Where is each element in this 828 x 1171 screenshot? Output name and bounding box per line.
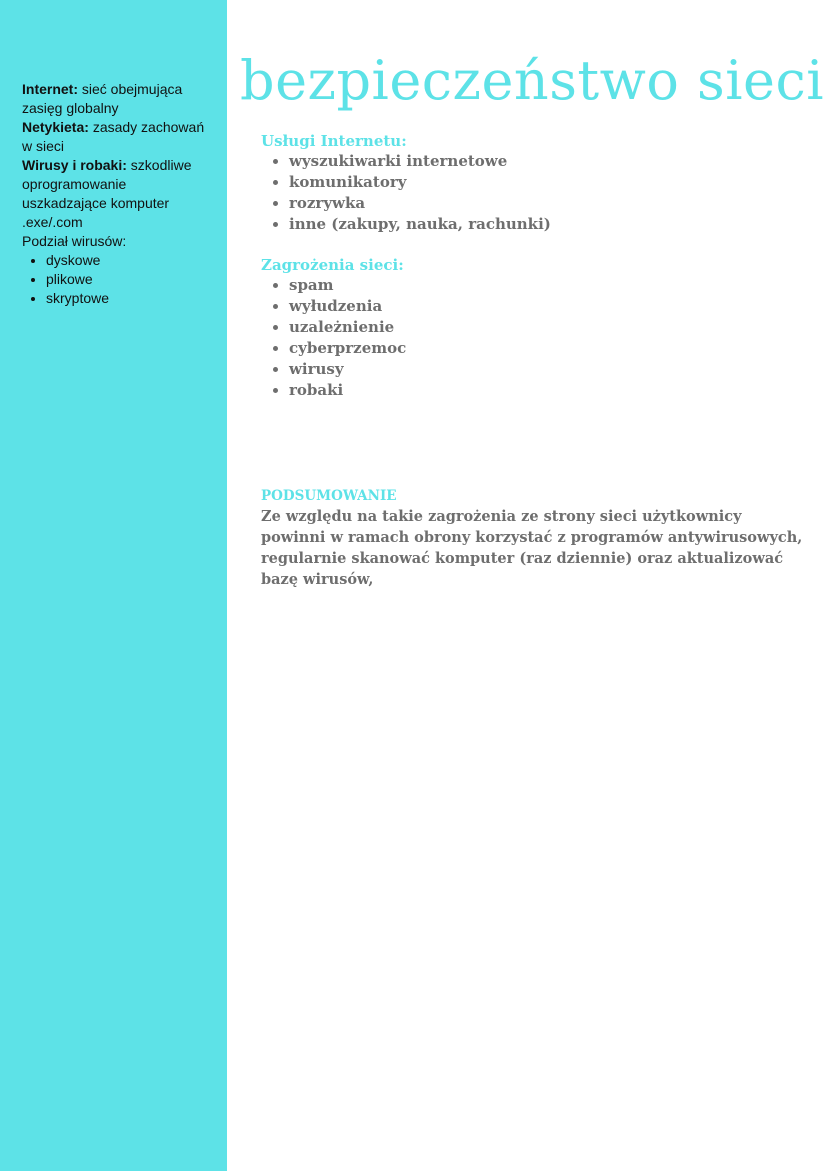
viruses-definition	[22, 156, 212, 308]
threats-item: • spam	[289, 275, 806, 296]
summary-section	[261, 486, 806, 590]
services-section	[261, 131, 806, 235]
threats-list	[261, 275, 806, 401]
services-list	[261, 151, 806, 235]
services-item: • rozrywka	[289, 193, 806, 214]
page-title: bezpieczeństwo sieci	[240, 49, 824, 112]
summary-heading: PODSUMOWANIE	[261, 488, 397, 504]
threats-item: • wirusy	[289, 359, 806, 380]
services-heading: Usługi Internetu:	[261, 132, 407, 150]
virus-extensions: .exe/.com	[22, 214, 83, 230]
internet-description: sieć obejmująca zasięg globalny	[22, 81, 183, 116]
viruses-description: szkodliwe oprogramowanie uszkadzające komputer	[22, 157, 192, 211]
summary-text: Ze względu na takie zagrożenia ze strony sieci użytkownicy powinni w ramach obrony korzystać z programów antywirusowych, regularnie skanować komputer (raz dziennie) oraz aktualizować bazę wirusów,	[261, 508, 803, 588]
netiquette-definition	[22, 118, 212, 156]
main-content	[261, 131, 806, 401]
internet-term: Internet:	[22, 81, 78, 97]
threats-item: • wyłudzenia	[289, 296, 806, 317]
internet-definition	[22, 80, 212, 118]
viruses-term: Wirusy i robaki:	[22, 157, 127, 173]
virus-type-item: • skryptowe	[46, 289, 212, 308]
netiquette-term: Netykieta:	[22, 119, 89, 135]
services-item: • inne (zakupy, nauka, rachunki)	[289, 214, 806, 235]
threats-section	[261, 255, 806, 401]
services-item: • komunikatory	[289, 172, 806, 193]
threats-item: • cyberprzemoc	[289, 338, 806, 359]
virus-type-item: • dyskowe	[46, 251, 212, 270]
threats-item: • uzależnienie	[289, 317, 806, 338]
sidebar-content	[22, 80, 212, 322]
virus-type-item: • plikowe	[46, 270, 212, 289]
virus-types-list	[22, 251, 212, 308]
threats-heading: Zagrożenia sieci:	[261, 256, 404, 274]
virus-division-label: Podział wirusów:	[22, 233, 127, 249]
services-item: • wyszukiwarki internetowe	[289, 151, 806, 172]
netiquette-description: zasady zachowań w sieci	[22, 119, 205, 154]
threats-item: • robaki	[289, 380, 806, 401]
